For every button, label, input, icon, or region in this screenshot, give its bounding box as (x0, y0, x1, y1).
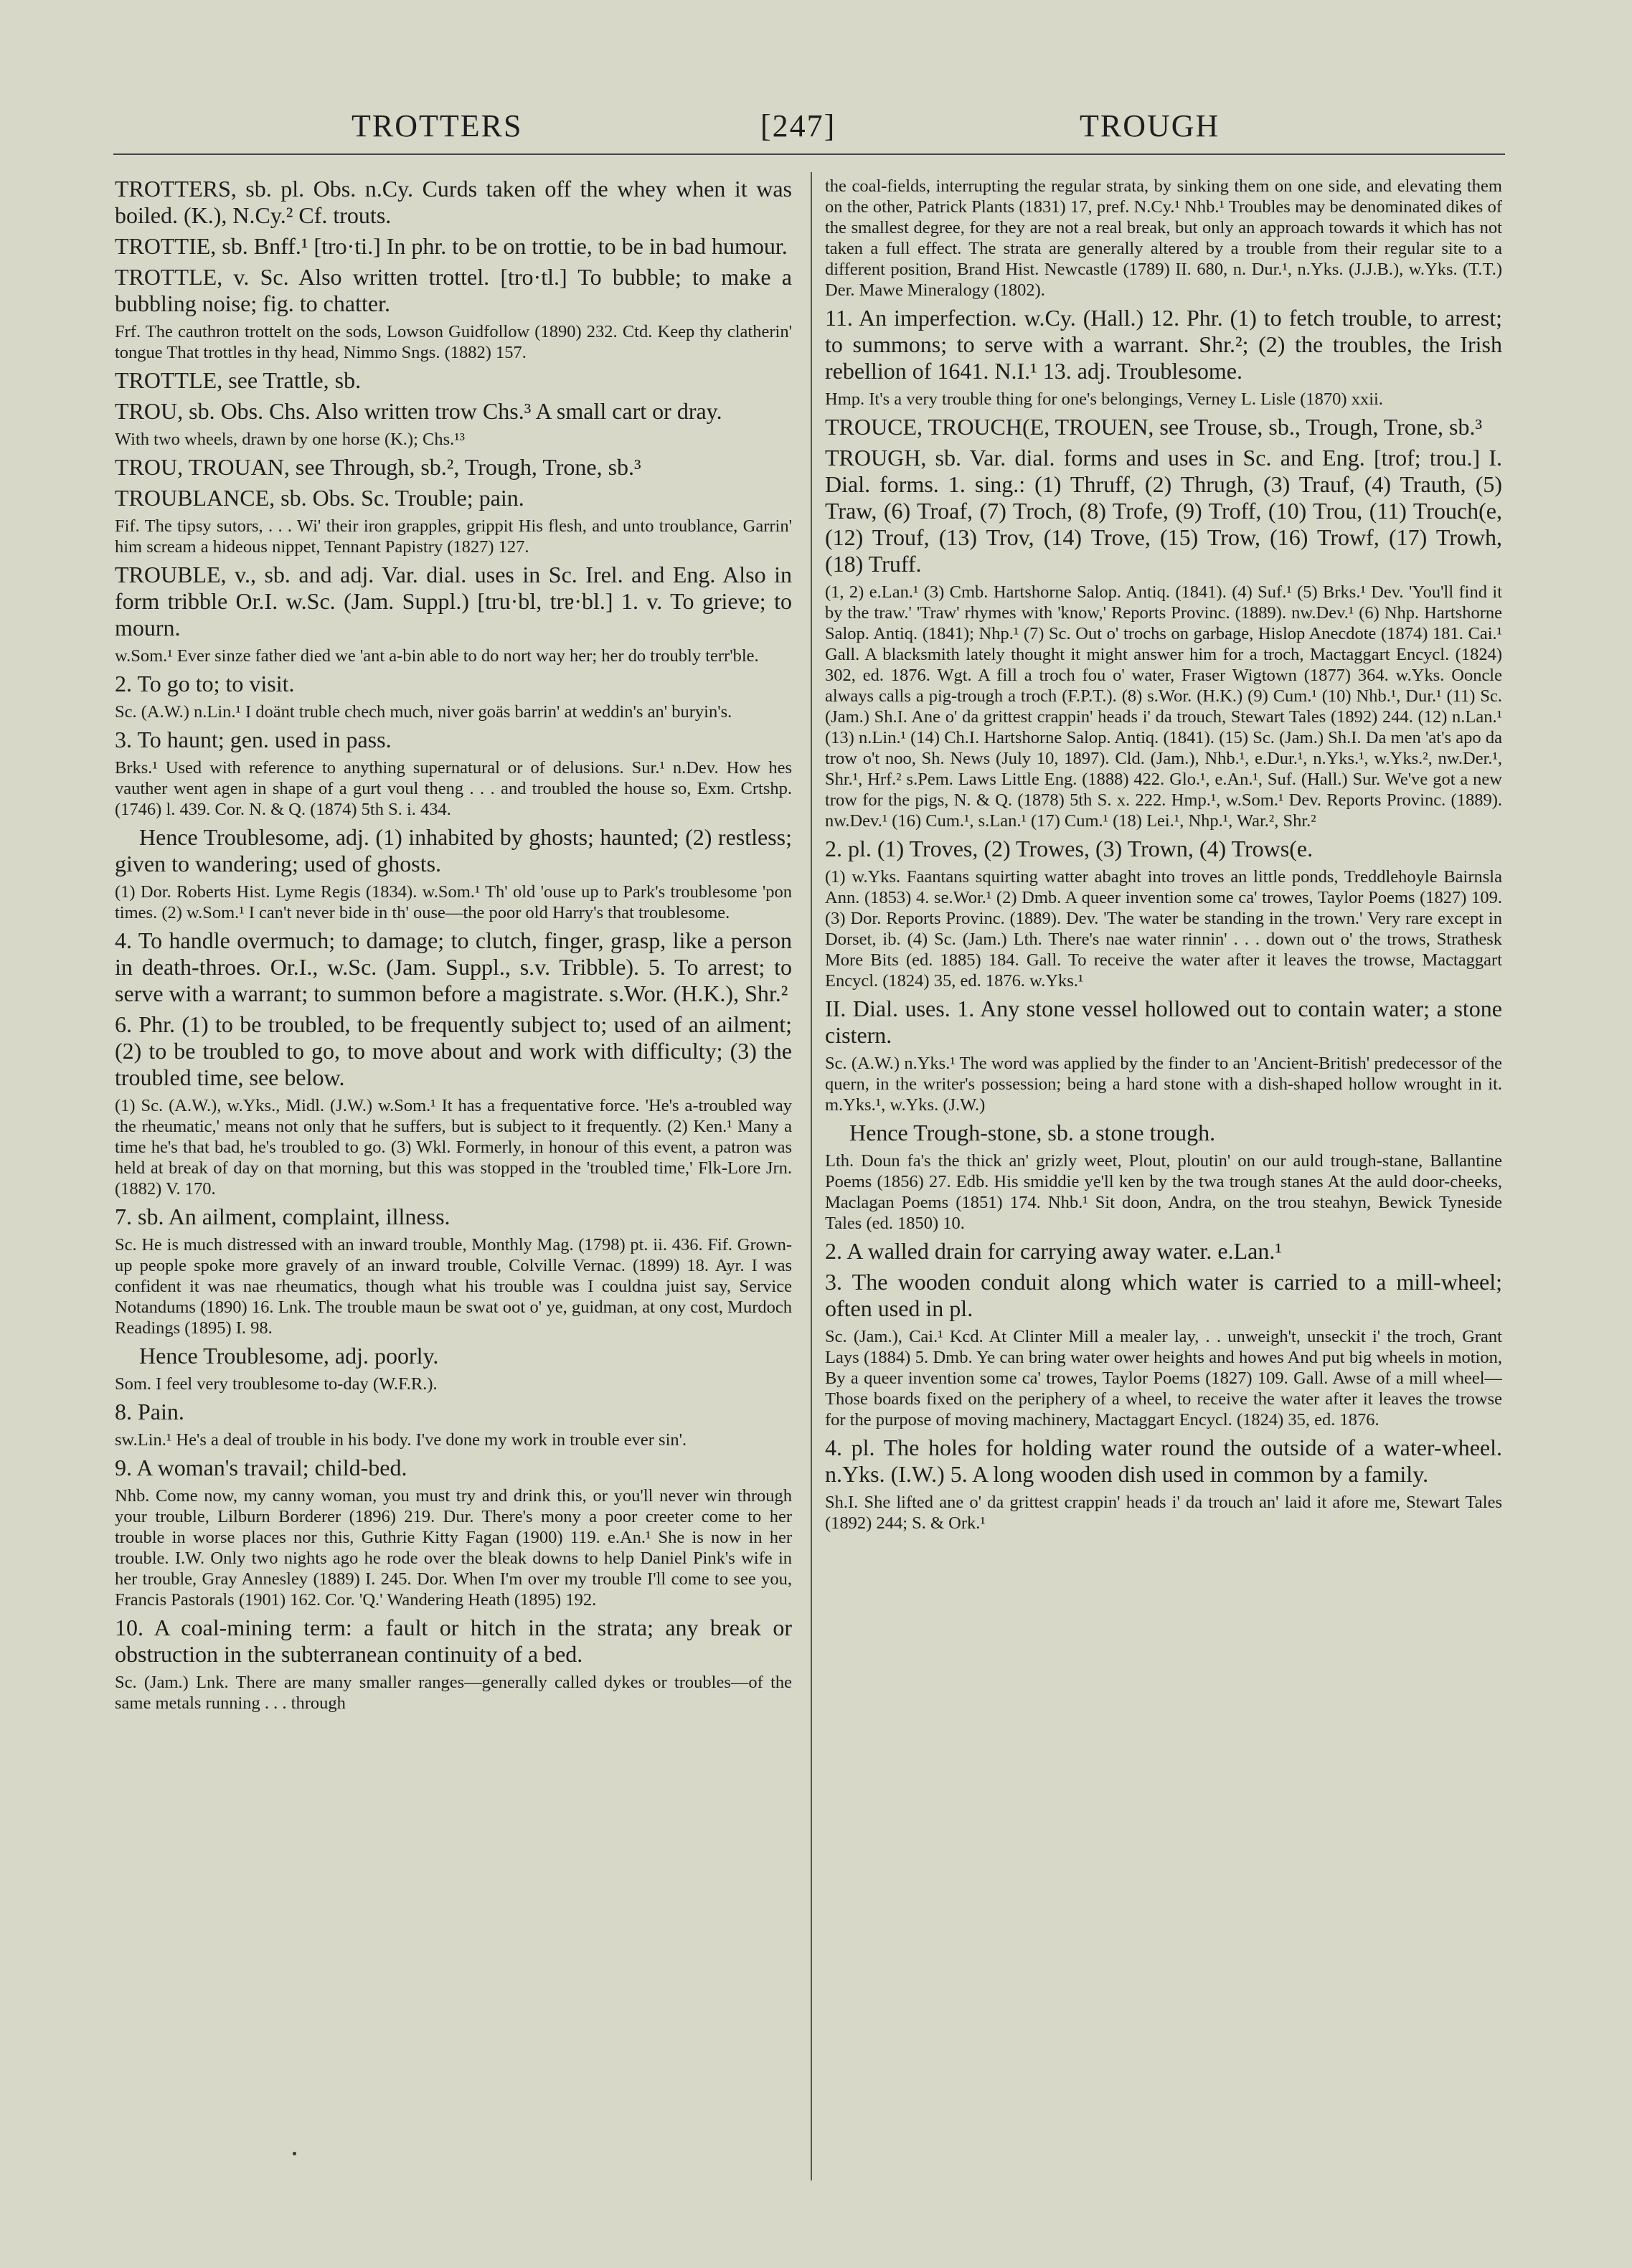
citation-paragraph: Sc. (A.W.) n.Lin.¹ I doänt truble chech much, niver goäs barrin' at weddin's an' buryin's. (115, 702, 732, 722)
column-divider (811, 172, 812, 2180)
header-first-word: TROTTERS (352, 108, 523, 143)
entry-paragraph: Hence Trough-stone, sb. a stone trough. (849, 1120, 1216, 1145)
citation-paragraph: sw.Lin.¹ He's a deal of trouble in his body. I've done my work in trouble ever sin'. (115, 1430, 687, 1450)
entry-paragraph: TROTTLE, see Trattle, sb. (115, 367, 362, 393)
entry-paragraph: 4. To handle overmuch; to damage; to clutch, finger, grasp, like a person in death-throes. Or.I., w.Sc. (Jam. Suppl., s.v. Tribble). 5. To arrest; to serve with a warrant; to summon before a magistrate. s.Wor. (H.K.), Shr.² (115, 927, 792, 1006)
citation-paragraph: Hmp. It's a very trouble thing for one's belongings, Verney L. Lisle (1870) xxii. (825, 389, 1383, 409)
citation-paragraph: (1) w.Yks. Faantans squirting watter abaght into troves an little ponds, Treddlehoyle Bairnsla Ann. (1853) 4. se.Wor.¹ (2) Dmb. A queer invention some ca' trowes, Taylor Poems (1827) 109. (3) Dor. Reports Provinc. (1889). Dev. 'The water be standing in the trown.' Very rare except in Dorset, ib. (4) Sc. (Jam.) Lth. There's nae water rinnin' . . . down out o' the trows, Strathesk More Bits (ed. 1885) 184. Gall. To receive the water after it leaves the trowse, Mactaggart Encycl. (1824) 35, ed. 1876. w.Yks.¹ (825, 867, 1502, 991)
citation-paragraph: Lth. Doun fa's the thick an' grizly weet, Plout, ploutin' on our auld trough-stane, Ballantine Poems (1856) 27. Edb. His smiddie ye'll ken by the twa trough stanes At the auld door-cheeks, Maclagan Poems (1851) 174. Nhb.¹ Sit doon, Andra, on the trou steahyn, Bewick Tyneside Tales (ed. 1850) 10. (825, 1151, 1502, 1233)
entry-paragraph: TROUBLE, v., sb. and adj. Var. dial. uses in Sc. Irel. and Eng. Also in form tribble Or.I. w.Sc. (Jam. Suppl.) [tru·bl, trɐ·bl.] 1. v. To grieve; to mourn. (115, 562, 792, 641)
right-column (825, 176, 1502, 2184)
entry-paragraph: TROUGH, sb. Var. dial. forms and uses in Sc. and Eng. [trof; trou.] I. Dial. forms. 1. sing.: (1) Thruff, (2) Thrugh, (3) Trauf, (4) Trauth, (5) Traw, (6) Troaf, (7) Troch, (8) Trofe, (9) Troff, (10) Trou, (11) Trouch(e, (12) Trouf, (13) Trov, (14) Trove, (15) Trow, (16) Trowf, (17) Trowh, (18) Truff. (825, 445, 1502, 577)
entry-paragraph: TROU, sb. Obs. Chs. Also written trow Chs.³ A small cart or dray. (115, 398, 722, 424)
entry-paragraph: II. Dial. uses. 1. Any stone vessel hollowed out to contain water; a stone cistern. (825, 996, 1502, 1048)
entry-paragraph: TROU, TROUAN, see Through, sb.², Trough, Trone, sb.³ (115, 454, 641, 480)
citation-paragraph: Nhb. Come now, my canny woman, you must try and drink this, or you'll never win through your trouble, Lilburn Borderer (1896) 219. Dur. There's mony a poor creeter come to her trouble in worse places nor this, Guthrie Kitty Fagan (1900) 119. e.An.¹ She is now in her trouble. I.W. Only two nights ago he rode over the bleak downs to help Daniel Pink's wife in her trouble, Gray Annesley (1889) I. 245. Dor. When I'm over my trouble I'll come to see you, Francis Pastorals (1901) 162. Cor. 'Q.' Wandering Heath (1895) 192. (115, 1486, 792, 1610)
citation-paragraph: Sc. He is much distressed with an inward trouble, Monthly Mag. (1798) pt. ii. 436. Fif. Grown-up people spoke more gravely of an inward trouble, Colville Vernac. (1899) 18. Ayr. I was confident it was nae rheumatics, though what his trouble was I couldna juist say, Service Notandums (1890) 16. Lnk. The trouble maun be swat oot o' ye, guidman, at ony cost, Murdoch Readings (1895) I. 98. (115, 1235, 792, 1338)
entry-paragraph: 2. pl. (1) Troves, (2) Trowes, (3) Trown, (4) Trows(e. (825, 836, 1313, 861)
entry-paragraph: TROUBLANCE, sb. Obs. Sc. Trouble; pain. (115, 485, 524, 511)
citation-paragraph: Frf. The cauthron trottelt on the sods, Lowson Guidfollow (1890) 232. Ctd. Keep thy clatherin' tongue That trottles in thy head, Nimmo Sngs. (1882) 157. (115, 322, 792, 362)
citation-paragraph: (1) Dor. Roberts Hist. Lyme Regis (1834). w.Som.¹ Th' old 'ouse up to Park's troublesome 'pon times. (2) w.Som.¹ I can't never bide in th' ouse—the poor old Harry's that troublesome. (115, 882, 792, 922)
entry-paragraph: TROTTIE, sb. Bnff.¹ [tro·ti.] In phr. to be on trottie, to be in bad humour. (115, 233, 788, 259)
page-number: [247] (760, 108, 836, 143)
entry-paragraph: 4. pl. The holes for holding water round the outside of a water-wheel. n.Yks. (I.W.) 5. A long wooden dish used in common by a family. (825, 1435, 1502, 1487)
citation-paragraph: the coal-fields, interrupting the regular strata, by sinking them on one side, and elevating them on the other, Patrick Plants (1831) 17, pref. N.Cy.¹ Nhb.¹ Troubles may be denominated dikes of the smallest degree, for they are not a real break, but only an approach towards it which has not taken a full effect. The strata are generally altered by a trouble from their regular site to a different position, Brand Hist. Newcastle (1789) II. 680, n. Dur.¹, n.Yks. (J.J.B.), w.Yks. (T.T.) Der. Mawe Mineralogy (1802). (825, 176, 1502, 300)
citation-paragraph: Sh.I. She lifted ane o' da grittest crappin' heads i' da trouch an' laid it afore me, Stewart Tales (1892) 244; S. & Ork.¹ (825, 1493, 1502, 1533)
entry-paragraph: Hence Troublesome, adj. poorly. (139, 1343, 439, 1369)
entry-paragraph: TROUCE, TROUCH(E, TROUEN, see Trouse, sb., Trough, Trone, sb.³ (825, 414, 1483, 440)
entry-paragraph: 3. The wooden conduit along which water is carried to a mill-wheel; often used in pl. (825, 1269, 1502, 1321)
citation-paragraph: Fif. The tipsy sutors, . . . Wi' their iron grapples, grippit His flesh, and unto troublance, Garrin' him scream a hideous nippet, Tennant Papistry (1827) 127. (115, 516, 792, 557)
entry-paragraph: Hence Troublesome, adj. (1) inhabited by ghosts; haunted; (2) restless; given to wandering; used of ghosts. (115, 824, 792, 877)
citation-paragraph: Brks.¹ Used with reference to anything supernatural or of delusions. Sur.¹ n.Dev. How hes vauther went agen in shape of a gurt voul theng . . . and troubled the house so, Exm. Crtshp. (1746) l. 439. Cor. N. & Q. (1874) 5th S. i. 434. (115, 758, 792, 819)
entry-paragraph: 6. Phr. (1) to be troubled, to be frequently subject to; used of an ailment; (2) to be troubled to go, to move about and work with difficulty; (3) the troubled time, see below. (115, 1011, 792, 1090)
page-speck (293, 2152, 296, 2155)
entry-paragraph: 10. A coal-mining term: a fault or hitch in the strata; any break or obstruction in the subterranean continuity of a bed. (115, 1615, 792, 1667)
running-head (0, 108, 1632, 158)
citation-paragraph: Sc. (A.W.) n.Yks.¹ The word was applied by the finder to an 'Ancient-British' predecessor of the quern, in the writer's possession; being a hard stone with a dish-shaped hollow wrought in it. m.Yks.¹, w.Yks. (J.W.) (825, 1054, 1502, 1115)
entry-paragraph: 2. A walled drain for carrying away water. e.Lan.¹ (825, 1238, 1282, 1264)
citation-paragraph: w.Som.¹ Ever sinze father died we 'ant a-bin able to do nort way her; her do troubly terr'ble. (115, 646, 759, 666)
entry-paragraph: 7. sb. An ailment, complaint, illness. (115, 1204, 451, 1229)
header-rule (113, 153, 1505, 155)
entry-paragraph: 3. To haunt; gen. used in pass. (115, 727, 392, 752)
entry-paragraph: TROTTERS, sb. pl. Obs. n.Cy. Curds taken off the whey when it was boiled. (K.), N.Cy.² Cf. trouts. (115, 176, 792, 228)
header-last-word: TROUGH (1080, 108, 1220, 143)
citation-paragraph: With two wheels, drawn by one horse (K.); Chs.¹³ (115, 430, 465, 449)
entry-paragraph: 9. A woman's travail; child-bed. (115, 1455, 407, 1480)
entry-paragraph: TROTTLE, v. Sc. Also written trottel. [tro·tl.] To bubble; to make a bubbling noise; fig. to chatter. (115, 264, 792, 316)
citation-paragraph: (1) Sc. (A.W.), w.Yks., Midl. (J.W.) w.Som.¹ It has a frequentative force. 'He's a-troubled way the rheumatic,' means not only that he suffers, but is subject to it frequently. (2) Ken.¹ Many a time he's that bad, he's troubled to go. (3) Wkl. Formerly, in honour of this event, a patron was held at break of day on that morning, but this was stopped in the 'troubled time,' Flk-Lore Jrn. (1882) V. 170. (115, 1096, 792, 1199)
citation-paragraph: Sc. (Jam.) Lnk. There are many smaller ranges—generally called dykes or troubles—of the same metals running . . . through (115, 1673, 792, 1713)
entry-paragraph: 2. To go to; to visit. (115, 671, 295, 696)
citation-paragraph: (1, 2) e.Lan.¹ (3) Cmb. Hartshorne Salop. Antiq. (1841). (4) Suf.¹ (5) Brks.¹ Dev. 'You'll find it by the traw.' 'Traw' rhymes with 'know,' Reports Provinc. (1889). nw.Dev.¹ (6) Nhp. Hartshorne Salop. Antiq. (1841); Nhp.¹ (7) Sc. Out o' trochs on garbage, Hislop Anecdote (1874) 181. Cai.¹ Gall. A blacksmith lately thought it might answer him for a troch, Mactaggart Encycl. (1824) 302, ed. 1876. Wgt. A fill a troch fou o' water, Fraser Wigtown (1877) 364. w.Yks. Ooncle always calls a pig-trough a troch (F.P.T.). (8) s.Wor. (H.K.) (9) Cum.¹ (10) Nhb.¹, Dur.¹ (11) Sc. (Jam.) Sh.I. Ane o' da grittest crappin' heads i' da trouch, Stewart Tales (1892) 244. (12) n.Lan.¹ (13) n.Lin.¹ (14) Ch.I. Hartshorne Salop. Antiq. (1841). (15) Sc. (Jam.) Sh.I. Da men 'at's apo da trow o't noo, Sh. News (July 10, 1897). Cld. (Jam.), Nhb.¹, e.Dur.¹, n.Yks.¹, w.Yks.², nw.Der.¹, Shr.¹, Hrf.² s.Pem. Laws Little Eng. (1888) 422. Glo.¹, e.An.¹, Suf. (Hall.) Sur. We've got a new trow for the pigs, N. & Q. (1878) 5th S. x. 222. Hmp.¹, w.Som.¹ Dev. Reports Provinc. (1889). nw.Dev.¹ (16) Cum.¹, s.Lan.¹ (17) Cum.¹ (18) Lei.¹, Nhp.¹, War.², Shr.² (825, 582, 1502, 831)
citation-paragraph: Sc. (Jam.), Cai.¹ Kcd. At Clinter Mill a mealer lay, . . unweigh't, unseckit i' the troch, Grant Lays (1884) 5. Dmb. Ye can bring water ower heights and howes And put big wheels in motion, By a queer invention some ca' trowes, Taylor Poems (1827) 109. Gall. Awse of a mill wheel—Those boards fixed on the periphery of a wheel, to receive the water after it leaves the trowse for the purpose of moving machinery, Mactaggart Encycl. (1824) 35, ed. 1876. (825, 1327, 1502, 1430)
entry-paragraph: 8. Pain. (115, 1399, 184, 1424)
left-column (115, 176, 792, 2184)
entry-paragraph: 11. An imperfection. w.Cy. (Hall.) 12. Phr. (1) to fetch trouble, to arrest; to summons; to serve with a warrant. Shr.²; (2) the troubles, the Irish rebellion of 1641. N.I.¹ 13. adj. Troublesome. (825, 305, 1502, 384)
citation-paragraph: Som. I feel very troublesome to-day (W.F.R.). (115, 1374, 438, 1394)
